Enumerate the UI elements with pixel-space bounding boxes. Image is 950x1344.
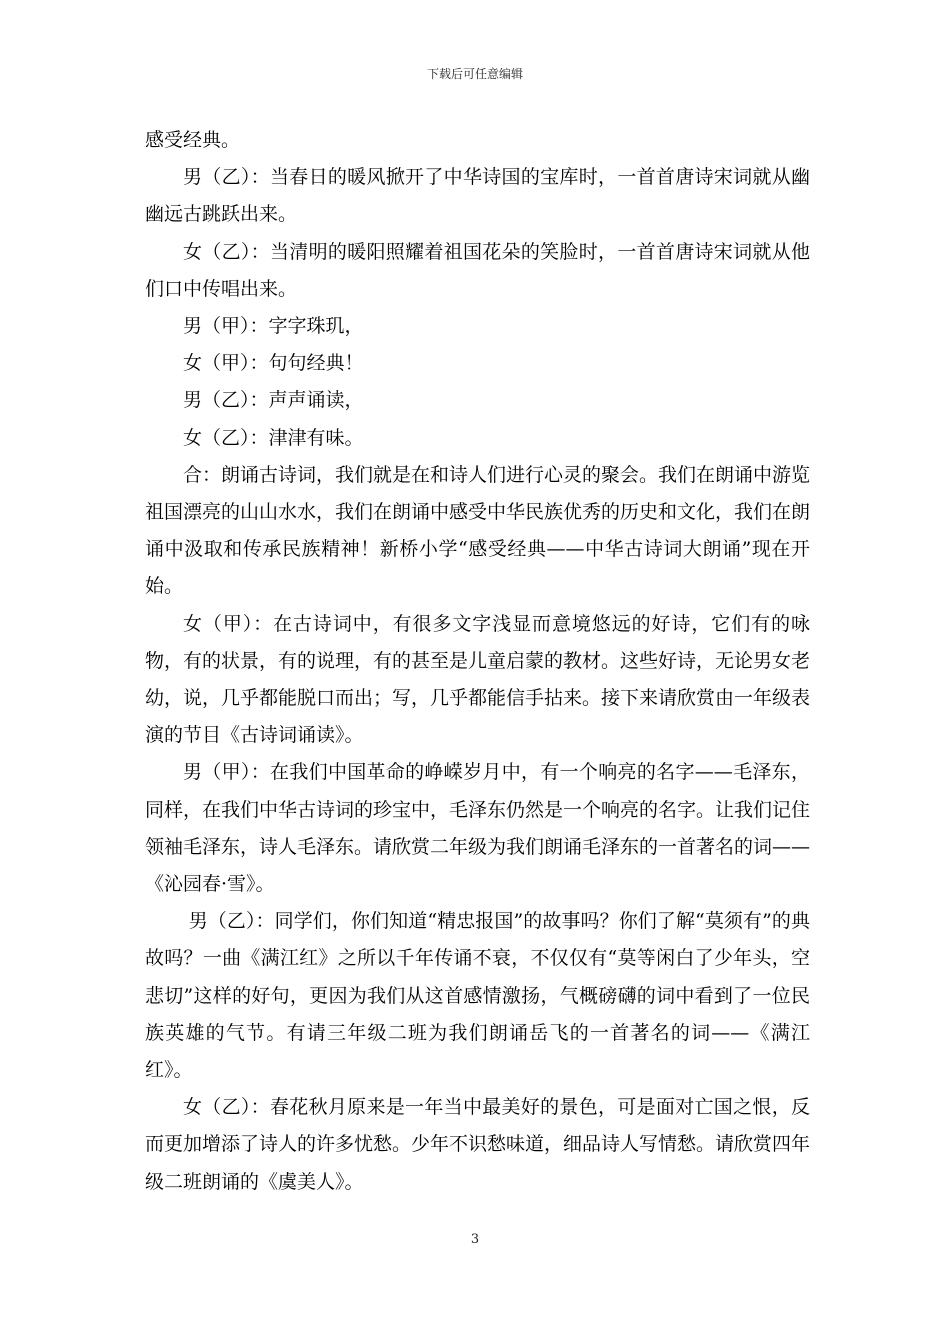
paragraph-chorus: 合：朗诵古诗词，我们就是在和诗人们进行心灵的聚会。我们在朗诵中游览祖国漂亮的山山水水，我们在朗诵中感受中华民族优秀的历史和文化，我们在朗诵中汲取和传承民族精神！新桥小学“感受经典——中华古诗词大朗诵”现在开始。 <box>145 463 811 598</box>
paragraph-male-b-line-1: 男（乙）：当春日的暖风掀开了中华诗国的宝库时，一首首唐诗宋词就从幽幽远古跳跃出来。 <box>145 166 810 226</box>
paragraph-male-a-line-2: 男（甲）：字字珠玑， <box>183 315 364 338</box>
paragraph-continuation: 感受经典。 <box>145 129 241 151</box>
paragraph-female-b-line-2: 女（乙）：津津有味。 <box>183 426 364 449</box>
paragraph-female-a-intro-grade-1: 女（甲）：在古诗词中，有很多文字浅显而意境悠远的好诗，它们有的咏物，有的状景，有的说理，有的甚至是儿童启蒙的教材。这些好诗，无论男女老幼，说，几乎都能脱口而出；写，几乎都能信手拈来。接下来请欣赏由一年级表演的节目《古诗词诵读》。 <box>145 612 811 747</box>
paragraph-female-b-intro-grade-4: 女（乙）：春花秋月原来是一年当中最美好的景色，可是面对亡国之恨，反而更加增添了诗人的许多忧愁。少年不识愁味道，细品诗人写情愁。请欣赏四年级二班朗诵的《虞美人》。 <box>145 1096 811 1193</box>
page-header: 下载后可任意编辑 <box>426 67 523 81</box>
document-body <box>145 122 810 1201</box>
paragraph-male-b-line-2: 男（乙）：声声诵读， <box>183 389 364 412</box>
paragraph-female-b-line-1: 女（乙）：当清明的暖阳照耀着祖国花朵的笑脸时，一首首唐诗宋词就从他们口中传唱出来。 <box>145 240 810 300</box>
paragraph-female-a-line-2: 女（甲）：句句经典！ <box>183 352 364 375</box>
paragraph-male-b-intro-grade-3: 男（乙）：同学们，你们知道“精忠报国”的故事吗？你们了解“莫须有”的典故吗？一曲《满江红》之所以千年传诵不衰，不仅仅有“莫等闲白了少年头，空悲切”这样的好句，更因为我们从这首感情激扬，气概磅礴的词中看到了一位民族英雄的气节。有请三年级二班为我们朗诵岳飞的一首著名的词——《满江红》。 <box>145 910 810 1082</box>
page-number: 3 <box>470 1232 480 1247</box>
paragraph-male-a-intro-grade-2: 男（甲）：在我们中国革命的峥嵘岁月中，有一个响亮的名字——毛泽东，同样，在我们中华古诗词的珍宝中，毛泽东仍然是一个响亮的名字。让我们记住领袖毛泽东，诗人毛泽东。请欣赏二年级为我们朗诵毛泽东的一首著名的词——《沁园春·雪》。 <box>145 761 811 896</box>
